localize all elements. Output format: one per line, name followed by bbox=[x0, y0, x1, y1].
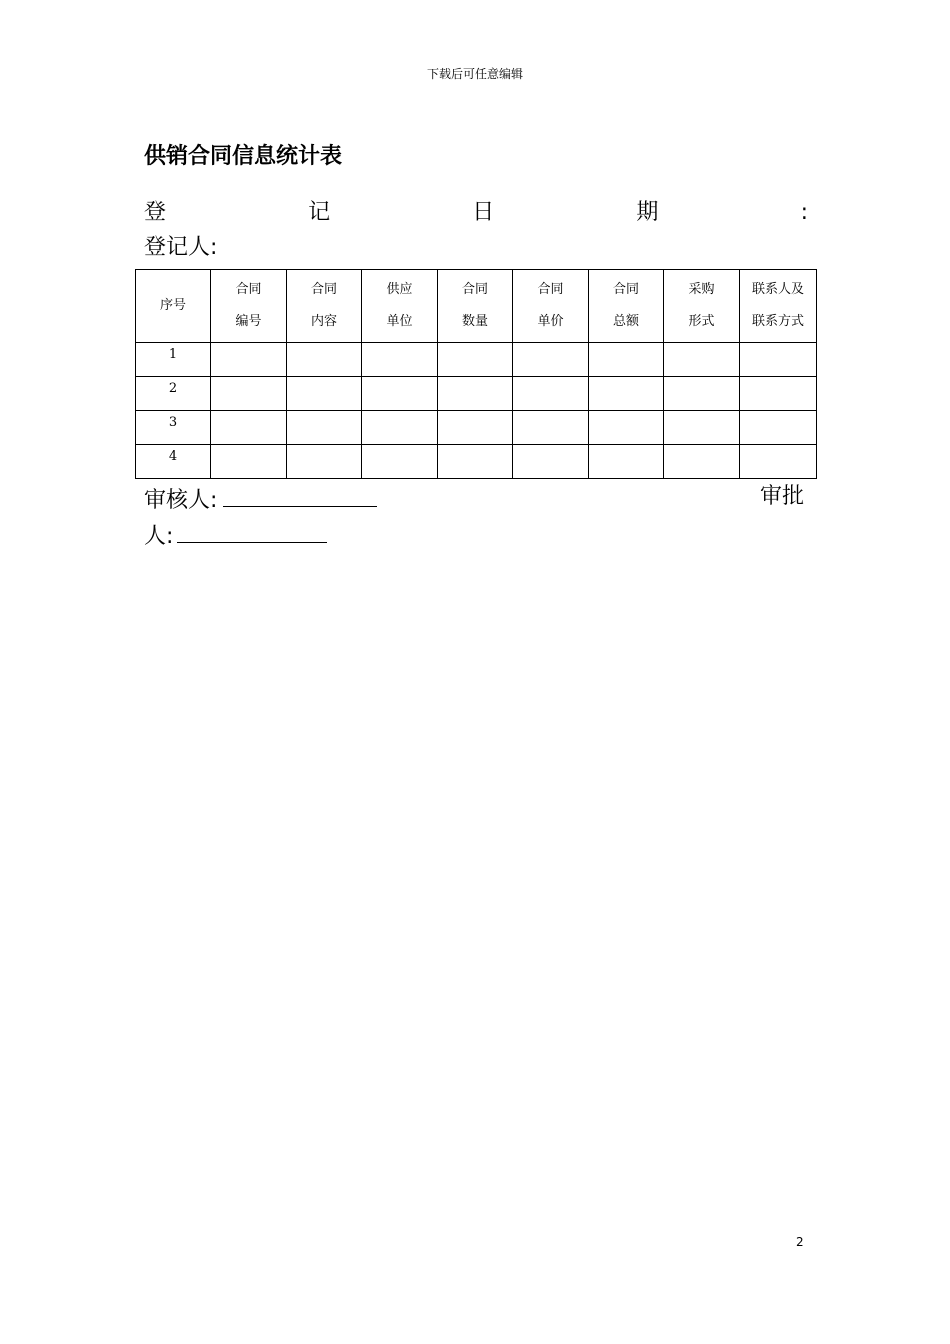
table-cell bbox=[438, 377, 513, 411]
table-cell bbox=[513, 445, 589, 479]
reg-date-char-4: 期 bbox=[636, 200, 659, 225]
header-note: 下载后可任意编辑 bbox=[426, 67, 523, 81]
table-cell bbox=[362, 343, 438, 377]
table-cell bbox=[740, 343, 817, 377]
header-contract-unit-price: 合同 单价 bbox=[513, 270, 589, 343]
approver-label-part1: 审批 bbox=[760, 484, 805, 509]
table-cell bbox=[740, 445, 817, 479]
header-supplier: 供应 单位 bbox=[362, 270, 438, 343]
cell-serial: 2 bbox=[136, 377, 211, 411]
auditor-signature bbox=[144, 482, 377, 516]
table-cell bbox=[287, 411, 362, 445]
header-contract-total: 合同 总额 bbox=[589, 270, 664, 343]
approver-signature bbox=[144, 518, 327, 552]
reg-date-char-2: 记 bbox=[308, 200, 331, 225]
header-contract-quantity: 合同 数量 bbox=[438, 270, 513, 343]
table-cell bbox=[211, 411, 287, 445]
table-row bbox=[136, 411, 817, 445]
table-cell bbox=[740, 411, 817, 445]
reg-date-colon: : bbox=[800, 200, 808, 225]
contract-stats-table bbox=[135, 269, 817, 479]
table-cell bbox=[211, 343, 287, 377]
page-number: 2 bbox=[796, 1235, 804, 1249]
table-row bbox=[136, 343, 817, 377]
table-cell bbox=[664, 445, 740, 479]
table-cell bbox=[513, 411, 589, 445]
header-serial-no: 序号 bbox=[136, 270, 211, 343]
approver-label-part2: 人: bbox=[144, 524, 174, 549]
table-row bbox=[136, 377, 817, 411]
table-cell bbox=[664, 377, 740, 411]
table-cell bbox=[589, 411, 664, 445]
table-cell bbox=[211, 445, 287, 479]
table-cell bbox=[362, 377, 438, 411]
table-cell bbox=[287, 445, 362, 479]
table-cell bbox=[664, 411, 740, 445]
table-cell bbox=[362, 411, 438, 445]
table-cell bbox=[589, 377, 664, 411]
table-cell bbox=[211, 377, 287, 411]
header-contract-content: 合同 内容 bbox=[287, 270, 362, 343]
reg-date-char-3: 日 bbox=[472, 200, 495, 225]
table-cell bbox=[513, 377, 589, 411]
cell-serial: 3 bbox=[136, 411, 211, 445]
header-contract-number: 合同 编号 bbox=[211, 270, 287, 343]
table-cell bbox=[438, 343, 513, 377]
auditor-label: 审核人: bbox=[144, 488, 218, 513]
table-cell bbox=[589, 343, 664, 377]
table-cell bbox=[664, 343, 740, 377]
reg-date-char-1: 登 bbox=[144, 200, 167, 225]
table-cell bbox=[362, 445, 438, 479]
cell-serial: 1 bbox=[136, 343, 211, 377]
document-title: 供销合同信息统计表 bbox=[144, 144, 343, 169]
cell-serial: 4 bbox=[136, 445, 211, 479]
table-cell bbox=[589, 445, 664, 479]
approver-signature-line bbox=[177, 518, 327, 543]
table-cell bbox=[438, 445, 513, 479]
table-header-row bbox=[136, 270, 817, 343]
table-cell bbox=[287, 343, 362, 377]
table-cell bbox=[740, 377, 817, 411]
table-cell bbox=[513, 343, 589, 377]
header-contact: 联系人及 联系方式 bbox=[740, 270, 817, 343]
header-purchase-method: 采购 形式 bbox=[664, 270, 740, 343]
auditor-signature-line bbox=[223, 482, 377, 507]
registrant-label: 登记人: bbox=[144, 235, 218, 260]
table-cell bbox=[438, 411, 513, 445]
registration-date-line bbox=[144, 198, 808, 228]
table-row bbox=[136, 445, 817, 479]
table-cell bbox=[287, 377, 362, 411]
